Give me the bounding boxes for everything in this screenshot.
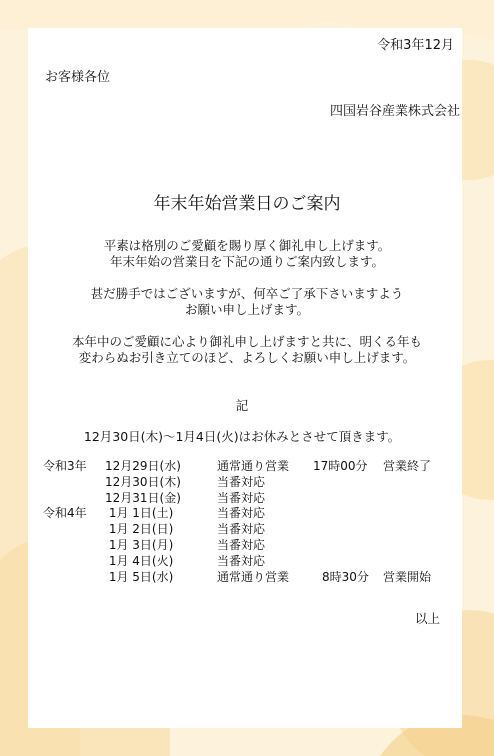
notice-date: 令和3年12月 bbox=[377, 38, 454, 53]
paragraph-line: 年末年始の営業日を下記の通りご案内致します。 bbox=[109, 254, 384, 269]
schedule-date: 1月 3日(月) bbox=[105, 537, 174, 552]
schedule-note: 営業開始 bbox=[383, 569, 432, 584]
schedule-date: 1月 2日(日) bbox=[105, 522, 174, 537]
schedule-date: 1月 1日(土) bbox=[105, 506, 174, 521]
notice-paper bbox=[28, 28, 462, 728]
paragraph-line: 甚だ勝手ではございますが、何卒ご了承下さいますよう bbox=[90, 286, 404, 301]
schedule-status: 当番対応 bbox=[217, 537, 266, 552]
notice-title: 年末年始営業日のご案内 bbox=[153, 194, 341, 214]
schedule-status: 当番対応 bbox=[217, 553, 266, 568]
schedule-date: 1月 5日(水) bbox=[105, 569, 174, 584]
paragraph-thanks bbox=[0, 334, 494, 366]
paragraph-line: お願い申し上げます。 bbox=[184, 302, 309, 317]
closing-ijo: 以上 bbox=[414, 611, 440, 626]
schedule-status: 当番対応 bbox=[217, 490, 266, 505]
paragraph-line: 本年中のご愛顧に心より御礼申し上げますと共に、明くる年も bbox=[71, 334, 422, 349]
paragraph-line: 変わらぬお引き立てのほど、よろしくお願い申し上げます。 bbox=[78, 350, 416, 365]
schedule-date: 12月29日(水) bbox=[105, 459, 181, 473]
schedule-status: 当番対応 bbox=[217, 506, 266, 521]
schedule-status: 当番対応 bbox=[217, 522, 266, 537]
schedule-time: 17時00分 bbox=[313, 459, 368, 473]
sender-company: 四国岩谷産業株式会社 bbox=[329, 104, 460, 119]
schedule-note: 営業終了 bbox=[383, 459, 432, 473]
paragraph-greeting bbox=[0, 238, 494, 270]
schedule-date: 12月31日(金) bbox=[105, 490, 181, 505]
schedule-date: 1月 4日(火) bbox=[105, 553, 174, 568]
schedule-date: 12月30日(木) bbox=[105, 474, 181, 489]
schedule-status: 当番対応 bbox=[217, 474, 266, 489]
holiday-notice: 12月30日(木)～1月4日(火)はお休みとさせて頂きます。 bbox=[83, 429, 401, 444]
schedule-status: 通常通り営業 bbox=[217, 459, 290, 473]
schedule-time: 8時30分 bbox=[322, 569, 369, 584]
schedule-era: 令和3年 bbox=[43, 459, 87, 473]
paragraph-line: 平素は格別のご愛顧を賜り厚く御礼申し上げます。 bbox=[103, 238, 391, 253]
schedule-era: 令和4年 bbox=[43, 506, 87, 521]
paragraph-apology bbox=[0, 286, 494, 318]
ki-heading: 記 bbox=[235, 398, 249, 413]
schedule-status: 通常通り営業 bbox=[217, 569, 290, 584]
recipient: お客様各位 bbox=[45, 70, 111, 85]
